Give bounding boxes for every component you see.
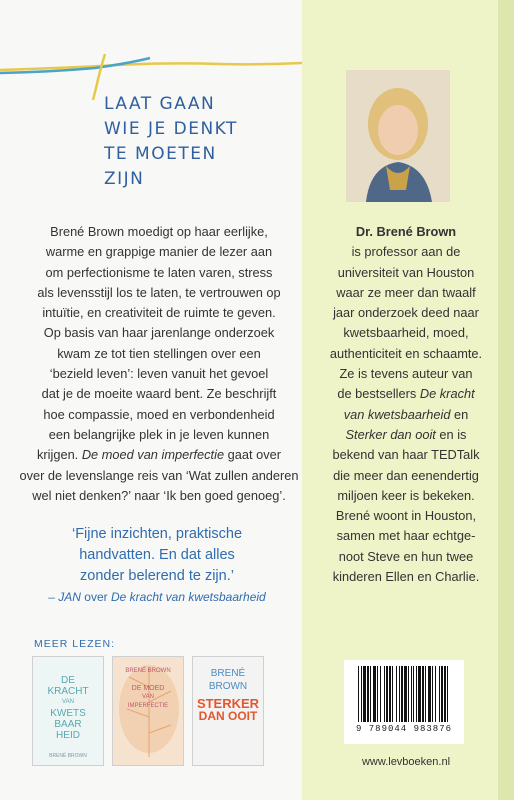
thumb-line: DAN OOIT bbox=[198, 709, 258, 723]
bio-line: miljoen keer is bekeken. bbox=[337, 487, 475, 503]
bio-line: universiteit van Houston bbox=[337, 264, 475, 280]
blurb-line: intuïtie, en creativiteit de ruimte te geven. bbox=[42, 305, 276, 321]
bio-line: kwetsbaarheid, moed, bbox=[343, 325, 469, 341]
quote-line: handvatten. En dat alles bbox=[79, 547, 235, 563]
book-title-italic: De moed van imperfectie bbox=[81, 447, 225, 463]
blurb-line bbox=[14, 445, 304, 465]
blurb-line: als levensstijl los te laten, te vertrouwen op bbox=[37, 284, 281, 300]
bio-line: Brené woont in Houston, bbox=[335, 508, 477, 524]
blurb-fragment: gaat over bbox=[224, 447, 281, 463]
book-thumbnail[interactable] bbox=[192, 656, 264, 766]
bio-line: kinderen Ellen en Charlie. bbox=[332, 569, 480, 585]
author-name: Dr. Brené Brown bbox=[355, 224, 457, 239]
book-title-italic: Sterker dan ooit bbox=[345, 426, 436, 442]
blurb-line: kwam ze tot tien stellingen over een bbox=[57, 345, 261, 361]
blurb-line: hoe compassie, moed en verbondenheid bbox=[43, 406, 275, 422]
book-title-italic: De kracht bbox=[419, 386, 475, 402]
quote-attribution bbox=[20, 587, 294, 608]
blurb-line: een belangrijke plek in je leven kunnen bbox=[48, 426, 270, 442]
author-bio bbox=[316, 222, 496, 587]
blurb-line: om perfectionisme te laten varen, stress bbox=[45, 264, 273, 280]
thumb-title bbox=[33, 675, 103, 741]
blurb-fragment: krijgen. bbox=[36, 447, 79, 463]
book-thumbnail[interactable] bbox=[112, 656, 184, 766]
thumb-line: VAN bbox=[62, 699, 74, 705]
thumb-line: BRENÉ BROWN bbox=[125, 668, 171, 674]
blurb-text bbox=[14, 222, 304, 506]
author-photo bbox=[346, 70, 450, 202]
book-thumbnail[interactable] bbox=[32, 656, 104, 766]
more-reading-label: MEER LEZEN: bbox=[34, 638, 116, 650]
thumb-line: DE MOED bbox=[131, 685, 165, 692]
thumb-line: DE bbox=[61, 675, 75, 686]
quote-line: ‘Fijne inzichten, praktische bbox=[71, 526, 243, 542]
thumb-line: STERKER bbox=[196, 696, 260, 711]
thumb-title bbox=[193, 667, 263, 723]
blurb-line: Op basis van haar jarenlange onderzoek bbox=[43, 325, 275, 341]
bio-fragment: en bbox=[454, 406, 469, 422]
bio-line: is professor aan de bbox=[351, 244, 461, 260]
bio-line: Ze is tevens auteur van bbox=[339, 366, 473, 382]
isbn-number: 9 789044 983876 bbox=[355, 724, 452, 734]
string-decoration bbox=[0, 30, 302, 100]
bio-line bbox=[316, 384, 496, 404]
barcode-bars-icon bbox=[358, 666, 450, 722]
thumb-line: HEID bbox=[56, 730, 80, 741]
headline-line: LAAT GAAN bbox=[104, 94, 216, 114]
thumb-line: VAN bbox=[142, 694, 154, 700]
bio-line: noot Steve en hun twee bbox=[338, 548, 474, 564]
thumb-line: BAAR bbox=[54, 719, 82, 730]
headline-line: WIE JE DENKT bbox=[104, 119, 238, 139]
bio-line: bekend van haar TEDTalk bbox=[332, 447, 480, 463]
headline-line: TE MOETEN bbox=[104, 144, 217, 164]
thumb-line: BRENÉ bbox=[210, 668, 246, 679]
headline bbox=[104, 92, 284, 192]
blurb-line: Brené Brown moedigt op haar eerlijke, bbox=[50, 224, 268, 239]
book-title-italic: van kwetsbaarheid bbox=[343, 406, 451, 422]
blurb-line: wel niet denken?’ naar ‘Ik ben goed genoeg’. bbox=[32, 487, 286, 503]
cover-edge bbox=[498, 0, 514, 800]
thumb-author: BRENÉ BROWN bbox=[49, 753, 87, 759]
thumb-title bbox=[113, 667, 183, 711]
blurb-line: ‘bezield leven’: leven vanuit het gevoel bbox=[49, 366, 269, 382]
bio-line: waar ze meer dan twaalf bbox=[336, 284, 476, 300]
blurb-line: warme en grappige manier de lezer aan bbox=[45, 244, 273, 260]
bio-line: die meer dan eenendertig bbox=[333, 467, 479, 483]
quote-source: – JAN bbox=[48, 590, 81, 604]
blurb-line: over de levenslange reis van ‘Wat zullen anderen bbox=[19, 467, 299, 483]
thumb-line: IMPERFECTIE bbox=[127, 703, 169, 709]
quote-over: over bbox=[80, 590, 111, 604]
barcode bbox=[344, 660, 464, 744]
bio-fragment: is bbox=[457, 426, 467, 442]
thumb-line: BROWN bbox=[208, 681, 248, 692]
headline-line: ZIJN bbox=[104, 169, 145, 189]
bio-line bbox=[316, 405, 496, 425]
bio-line: jaar onderzoek deed naar bbox=[333, 305, 479, 321]
bio-line: authenticiteit en schaamte. bbox=[329, 345, 483, 361]
bio-fragment: de bestsellers bbox=[337, 386, 417, 402]
bio-line: samen met haar echtge- bbox=[336, 528, 476, 544]
quote-line: zonder belerend te zijn.’ bbox=[80, 568, 234, 584]
publisher-website[interactable]: www.levboeken.nl bbox=[361, 756, 451, 768]
quote-book: De kracht van kwetsbaarheid bbox=[110, 590, 266, 604]
review-quote bbox=[20, 524, 294, 608]
thumb-line: KWETS bbox=[50, 708, 86, 719]
thumb-line: KRACHT bbox=[47, 686, 89, 697]
bio-line: Sterker dan ooit en is bbox=[345, 426, 467, 442]
blurb-line: dat je de moeite waard bent. Ze beschrijft bbox=[41, 386, 277, 402]
